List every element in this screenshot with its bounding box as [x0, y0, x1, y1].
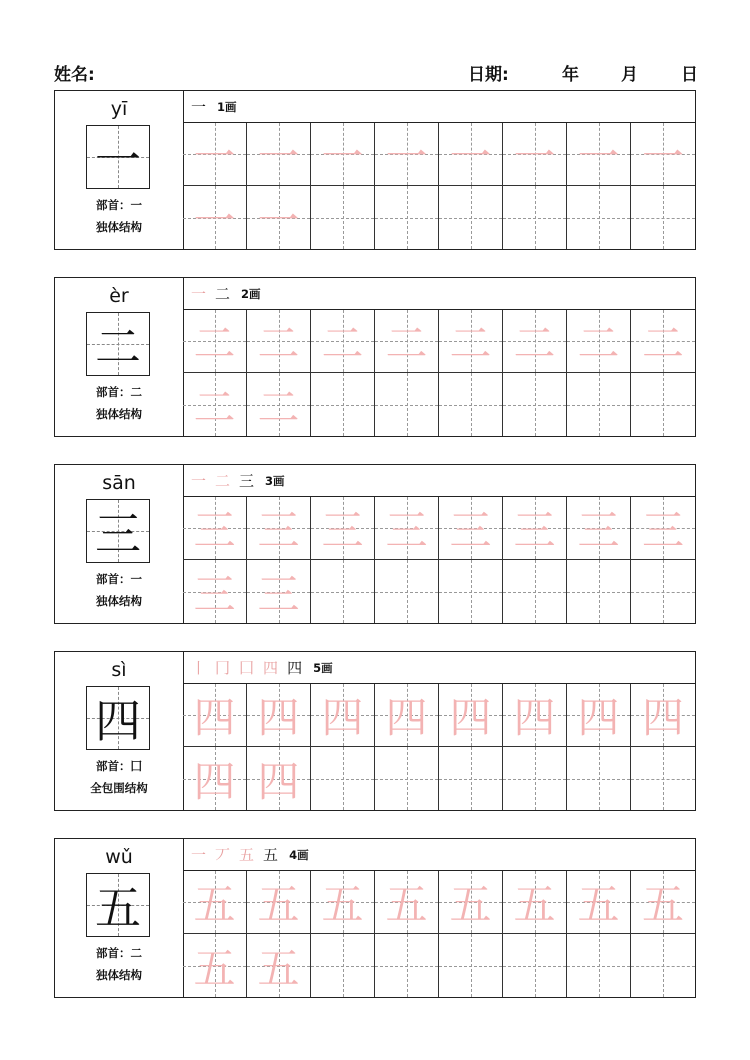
practice-cell[interactable]	[375, 310, 439, 373]
practice-cell[interactable]	[247, 310, 311, 373]
practice-cell[interactable]	[183, 747, 247, 810]
day-label: 日	[681, 65, 698, 85]
practice-cell[interactable]	[375, 684, 439, 747]
radical: 部首：二	[96, 946, 142, 960]
trace-character	[375, 747, 438, 810]
practice-cell[interactable]	[631, 934, 695, 997]
trace-character	[631, 560, 695, 623]
trace-character	[439, 934, 502, 997]
trace-character: 三	[257, 569, 300, 619]
trace-character	[311, 560, 374, 623]
practice-cell[interactable]	[311, 497, 375, 560]
trace-character: 一	[577, 132, 620, 181]
trace-character	[503, 186, 566, 249]
practice-cell[interactable]	[503, 684, 567, 747]
practice-cell[interactable]	[375, 747, 439, 810]
trace-character: 四	[193, 756, 236, 806]
stroke-count: 2画	[241, 286, 261, 301]
practice-cell[interactable]	[311, 871, 375, 934]
practice-area	[183, 278, 695, 436]
trace-character	[439, 186, 502, 249]
stroke-count: 1画	[217, 99, 237, 114]
practice-cell[interactable]	[631, 560, 695, 623]
practice-cell[interactable]	[503, 310, 567, 373]
practice-grid	[183, 497, 695, 623]
practice-cell[interactable]	[631, 497, 695, 560]
trace-character: 三	[641, 506, 684, 555]
practice-cell[interactable]	[247, 684, 311, 747]
character-block	[54, 651, 696, 811]
practice-cell[interactable]	[375, 497, 439, 560]
practice-cell[interactable]	[503, 560, 567, 623]
trace-character	[375, 934, 438, 997]
practice-cell[interactable]	[375, 373, 439, 436]
trace-character	[631, 373, 695, 436]
practice-cell[interactable]	[503, 186, 567, 249]
trace-character: 三	[321, 506, 364, 555]
character-box	[86, 873, 150, 937]
character-box	[86, 312, 150, 376]
practice-cell[interactable]	[567, 871, 631, 934]
character-block	[54, 464, 696, 624]
character: 一	[95, 133, 141, 187]
practice-cell[interactable]	[631, 186, 695, 249]
trace-character: 四	[257, 693, 300, 742]
trace-character: 一	[385, 132, 428, 181]
trace-character: 二	[321, 319, 364, 368]
trace-character: 三	[193, 506, 236, 555]
practice-cell[interactable]	[247, 871, 311, 934]
practice-cell[interactable]	[567, 560, 631, 623]
trace-character	[631, 186, 695, 249]
trace-character: 二	[385, 319, 428, 368]
radical: 部首：一	[96, 572, 142, 586]
character: 二	[95, 320, 141, 374]
trace-character: 一	[257, 195, 300, 245]
stroke-step: 一	[191, 846, 207, 864]
character-info	[55, 91, 184, 249]
trace-character: 四	[257, 756, 300, 806]
stroke-count: 5画	[313, 660, 333, 675]
trace-character	[375, 373, 438, 436]
structure: 独体结构	[96, 220, 142, 234]
stroke-step: 囗	[239, 659, 255, 677]
practice-area	[183, 91, 695, 249]
practice-cell[interactable]	[183, 684, 247, 747]
practice-cell[interactable]	[311, 123, 375, 186]
trace-character: 五	[193, 880, 236, 929]
trace-character: 三	[513, 506, 556, 555]
year-label: 年	[562, 65, 579, 85]
stroke-step: 一	[191, 285, 207, 303]
trace-character: 四	[513, 693, 556, 742]
practice-cell[interactable]	[247, 934, 311, 997]
trace-character	[439, 560, 502, 623]
trace-character	[503, 934, 566, 997]
practice-cell[interactable]	[503, 934, 567, 997]
stroke-step: 一	[191, 98, 207, 116]
structure: 全包围结构	[90, 781, 148, 795]
radical: 部首：囗	[96, 759, 142, 773]
practice-cell[interactable]	[503, 497, 567, 560]
practice-grid	[183, 310, 695, 436]
stroke-step: 五	[239, 846, 255, 864]
trace-character: 二	[193, 319, 236, 368]
practice-cell[interactable]	[503, 747, 567, 810]
stroke-step: 二	[215, 472, 231, 490]
practice-cell[interactable]	[439, 934, 503, 997]
practice-cell[interactable]	[183, 871, 247, 934]
trace-character: 四	[449, 693, 492, 742]
trace-character	[631, 747, 695, 810]
trace-character: 二	[641, 319, 684, 368]
practice-cell[interactable]	[439, 747, 503, 810]
trace-character: 四	[577, 693, 620, 742]
stroke-step: 四	[287, 659, 303, 677]
stroke-order	[183, 91, 695, 123]
practice-cell[interactable]	[439, 684, 503, 747]
trace-character: 四	[193, 693, 236, 742]
trace-character: 一	[321, 132, 364, 181]
character-info	[55, 278, 184, 436]
trace-character: 五	[513, 880, 556, 929]
practice-cell[interactable]	[375, 123, 439, 186]
character-block	[54, 90, 696, 250]
practice-cell[interactable]	[247, 186, 311, 249]
practice-grid	[183, 871, 695, 997]
trace-character	[375, 186, 438, 249]
trace-character	[439, 747, 502, 810]
stroke-step: 四	[263, 659, 279, 677]
practice-cell[interactable]	[567, 310, 631, 373]
name-label: 姓名:	[54, 65, 95, 85]
trace-character	[311, 373, 374, 436]
practice-cell[interactable]	[247, 373, 311, 436]
trace-character	[567, 560, 630, 623]
practice-cell[interactable]	[375, 186, 439, 249]
character-info	[55, 465, 184, 623]
trace-character: 五	[193, 943, 236, 993]
practice-cell[interactable]	[567, 373, 631, 436]
stroke-count: 4画	[289, 847, 309, 862]
practice-cell[interactable]	[439, 373, 503, 436]
practice-cell[interactable]	[311, 560, 375, 623]
practice-cell[interactable]	[247, 497, 311, 560]
practice-cell[interactable]	[439, 186, 503, 249]
practice-area	[183, 839, 695, 997]
character: 三	[95, 507, 141, 561]
trace-character: 二	[577, 319, 620, 368]
character-box	[86, 125, 150, 189]
stroke-step: 一	[191, 472, 207, 490]
date-label: 日期:	[468, 65, 509, 85]
practice-cell[interactable]	[631, 373, 695, 436]
trace-character: 四	[641, 693, 684, 742]
trace-character: 三	[193, 569, 236, 619]
stroke-count: 3画	[265, 473, 285, 488]
practice-cell[interactable]	[439, 310, 503, 373]
practice-cell[interactable]	[567, 747, 631, 810]
trace-character: 五	[385, 880, 428, 929]
practice-cell[interactable]	[439, 497, 503, 560]
structure: 独体结构	[96, 594, 142, 608]
trace-character	[631, 934, 695, 997]
practice-cell[interactable]	[311, 186, 375, 249]
trace-character: 二	[449, 319, 492, 368]
character: 五	[95, 881, 141, 935]
pinyin: sān	[102, 472, 136, 494]
practice-grid	[183, 123, 695, 249]
pinyin: yī	[110, 98, 128, 120]
trace-character	[439, 373, 502, 436]
practice-cell[interactable]	[311, 747, 375, 810]
stroke-order	[183, 839, 695, 871]
trace-character: 一	[193, 132, 236, 181]
pinyin: èr	[109, 285, 129, 307]
trace-character: 五	[321, 880, 364, 929]
trace-character: 五	[577, 880, 620, 929]
trace-character: 四	[321, 693, 364, 742]
trace-character	[311, 186, 374, 249]
practice-area	[183, 652, 695, 810]
trace-character	[567, 373, 630, 436]
trace-character	[311, 934, 374, 997]
month-label: 月	[621, 65, 638, 85]
trace-character: 一	[641, 132, 684, 181]
practice-cell[interactable]	[567, 934, 631, 997]
practice-cell[interactable]	[503, 123, 567, 186]
stroke-step: 二	[215, 285, 231, 303]
practice-cell[interactable]	[247, 747, 311, 810]
practice-cell[interactable]	[503, 373, 567, 436]
character-box	[86, 499, 150, 563]
trace-character: 二	[257, 319, 300, 368]
practice-grid	[183, 684, 695, 810]
radical: 部首：一	[96, 198, 142, 212]
character-block	[54, 277, 696, 437]
practice-cell[interactable]	[183, 373, 247, 436]
trace-character: 四	[385, 693, 428, 742]
practice-cell[interactable]	[631, 123, 695, 186]
practice-cell[interactable]	[567, 684, 631, 747]
character-info	[55, 839, 184, 997]
practice-cell[interactable]	[311, 310, 375, 373]
trace-character: 二	[257, 382, 300, 432]
practice-cell[interactable]	[183, 934, 247, 997]
stroke-step: 三	[239, 472, 255, 490]
trace-character: 一	[449, 132, 492, 181]
practice-cell[interactable]	[631, 684, 695, 747]
trace-character: 五	[257, 943, 300, 993]
trace-character	[375, 560, 438, 623]
practice-cell[interactable]	[183, 560, 247, 623]
practice-cell[interactable]	[375, 560, 439, 623]
practice-cell[interactable]	[439, 871, 503, 934]
character-block	[54, 838, 696, 998]
stroke-order	[183, 465, 695, 497]
stroke-order	[183, 278, 695, 310]
practice-cell[interactable]	[631, 310, 695, 373]
trace-character: 二	[513, 319, 556, 368]
trace-character	[567, 747, 630, 810]
practice-cell[interactable]	[375, 934, 439, 997]
practice-cell[interactable]	[567, 497, 631, 560]
stroke-order	[183, 652, 695, 684]
trace-character	[503, 373, 566, 436]
practice-cell[interactable]	[183, 310, 247, 373]
pinyin: sì	[111, 659, 127, 681]
trace-character: 一	[513, 132, 556, 181]
trace-character: 三	[449, 506, 492, 555]
practice-cell[interactable]	[311, 934, 375, 997]
character: 四	[95, 694, 141, 748]
trace-character	[503, 747, 566, 810]
trace-character: 一	[193, 195, 236, 245]
trace-character: 五	[641, 880, 684, 929]
stroke-step: 丨	[191, 659, 207, 677]
trace-character: 一	[257, 132, 300, 181]
pinyin: wǔ	[105, 846, 133, 868]
trace-character: 三	[385, 506, 428, 555]
trace-character: 三	[577, 506, 620, 555]
practice-cell[interactable]	[183, 186, 247, 249]
structure: 独体结构	[96, 968, 142, 982]
trace-character	[503, 560, 566, 623]
trace-character: 三	[257, 506, 300, 555]
practice-cell[interactable]	[439, 560, 503, 623]
practice-cell[interactable]	[439, 123, 503, 186]
stroke-step: 丆	[215, 846, 231, 864]
character-box	[86, 686, 150, 750]
practice-area	[183, 465, 695, 623]
practice-cell[interactable]	[183, 497, 247, 560]
stroke-step: 五	[263, 846, 279, 864]
practice-cell[interactable]	[503, 871, 567, 934]
practice-cell[interactable]	[311, 373, 375, 436]
trace-character: 二	[193, 382, 236, 432]
trace-character: 五	[257, 880, 300, 929]
trace-character: 五	[449, 880, 492, 929]
character-info	[55, 652, 184, 810]
practice-cell[interactable]	[631, 747, 695, 810]
practice-cell[interactable]	[247, 123, 311, 186]
practice-cell[interactable]	[183, 123, 247, 186]
practice-cell[interactable]	[631, 871, 695, 934]
practice-cell[interactable]	[567, 123, 631, 186]
trace-character	[567, 934, 630, 997]
stroke-step: 冂	[215, 659, 231, 677]
radical: 部首：二	[96, 385, 142, 399]
practice-cell[interactable]	[567, 186, 631, 249]
trace-character	[311, 747, 374, 810]
practice-cell[interactable]	[375, 871, 439, 934]
structure: 独体结构	[96, 407, 142, 421]
practice-cell[interactable]	[311, 684, 375, 747]
practice-cell[interactable]	[247, 560, 311, 623]
trace-character	[567, 186, 630, 249]
